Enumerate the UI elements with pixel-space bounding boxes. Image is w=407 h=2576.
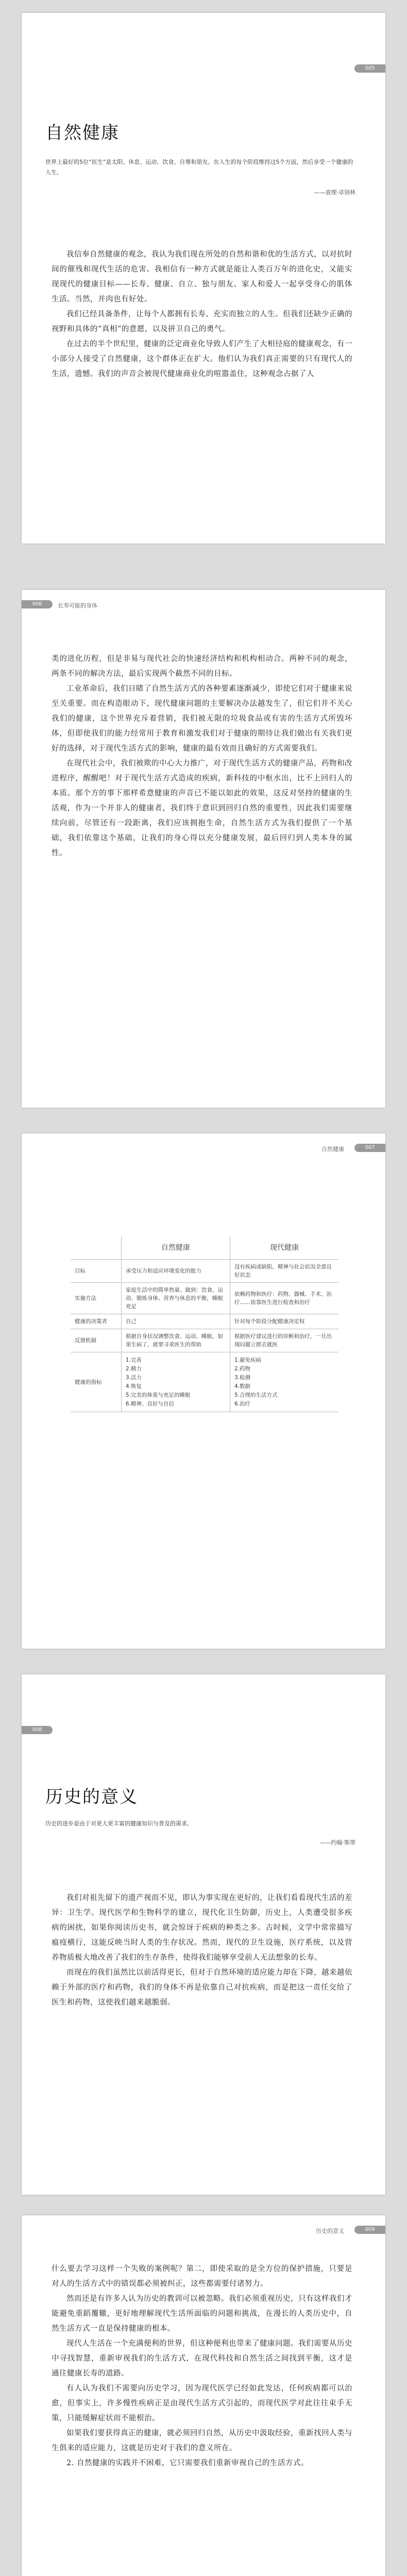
page-number: 005: [354, 64, 385, 73]
table-row: [71, 1314, 338, 1329]
table-row: [71, 1329, 338, 1352]
chapter-title: 历史的意义: [45, 1787, 138, 1807]
list-item: 6.精神、良好与自信: [125, 1401, 174, 1407]
body-text: [52, 2262, 352, 2471]
body-text: [52, 1891, 352, 2010]
comparison-table: [71, 1236, 338, 1412]
row-label: 健康的决策者: [71, 1314, 121, 1329]
column-header: 自然健康: [121, 1236, 230, 1260]
running-title: 自然健康: [321, 1146, 344, 1153]
list-item: 1.避免疾病: [234, 1357, 261, 1363]
table-row: [71, 1283, 338, 1314]
paragraph: 什么要去学习这样一个失败的案例呢？第二，即使采取的是全方位的保护措施，只要是对人的生活方式中的错误都必须被纠正，这些都需要付诸努力。: [52, 2265, 352, 2288]
paragraph: 类的进化历程，但是非易与现代社会的快速经济结构和机构相动合。两种不同的观念，两条不同的解决方法，最后实现两个截然不同的目标。: [52, 655, 352, 678]
table-corner: [71, 1236, 121, 1260]
epigraph: 历史的进步是由于对更大更丰富的健康知识与普及的需求。: [45, 1820, 193, 1827]
table-row: [71, 1352, 338, 1412]
paragraph: 有人认为我们不需要向历史学习，因为现代医学已经如此发达，任何疾病都可以治愈，但事实上，许多慢性疾病正是由现代生活方式引起的，而现代医学对此往往束手无策，只能缓解症状而不能根治。: [52, 2384, 352, 2422]
row-label: 健康的指标: [71, 1352, 121, 1412]
table-cell: 依赖药物和医疗：药物、器械、手术、治疗……依靠医生进行检查和治疗: [230, 1283, 338, 1314]
list-item: 5.完美的体重与充足的睡眠: [125, 1392, 191, 1398]
list-item: 4.数据: [234, 1383, 250, 1389]
chapter-title: 自然健康: [45, 123, 120, 143]
running-title: 长寿可能的身体: [58, 602, 97, 609]
table-cell: [230, 1352, 338, 1412]
row-label: 目标: [71, 1260, 121, 1283]
column-header: 现代健康: [230, 1236, 338, 1260]
body-text: [52, 652, 352, 861]
list-item: 3.检测: [234, 1375, 250, 1381]
page-5: [22, 2215, 385, 2576]
paragraph: 而现在的我们虽然比以前活得更长，但对于自然环境的适应能力却在下降，越来越依赖于外部的医疗和药物，我们的身体不再是依靠自己对抗疾病，而是把这一责任交给了医生和药物，这使我们越来越脆弱。: [52, 1969, 352, 2007]
list-item: 5.合理的生活方式: [234, 1392, 278, 1398]
page-number: 009: [354, 2226, 385, 2234]
page-1: [22, 13, 385, 544]
table-cell: [121, 1352, 230, 1412]
page-3: [22, 1133, 385, 1649]
body-text: [52, 247, 352, 382]
list-item: 3.活力: [125, 1375, 142, 1381]
table-row: [71, 1260, 338, 1283]
row-label: 反馈机制: [71, 1329, 121, 1352]
paragraph: 在过去的半个世纪里，健康的泛定商业化导致人们产生了大相径庭的健康观念，有一小部分人接受了自然健康，这个群体正在扩大。他们认为我们真正需要的只有现代人的生活，遗憾。我们的声音会被现代健康商业化的喧嚣盖住，这种观念占据了人: [52, 340, 352, 378]
page-number: 008: [22, 1726, 53, 1734]
table-cell: 针对每个阶段分配健康决定权: [230, 1314, 338, 1329]
paragraph: 工业革命后，我们日睹了自然生活方式的各种要素逐渐减少，即使它们对于健康来说至关重要。而在构造眼动下，现代健康问题的主要解决办法越发生了，但它们并不关心我们的健康，这个世界充斥着营销，我们被无限的垃圾食品或有害的生活方式所毁坏体，但即使我们的能力经常用于教育和激发我们对于健康的期待让我们做出有关我们更好的选择，对于现代生活方式的影响，健康的最有效而且确好的方式需要我们。: [52, 685, 352, 753]
list-item: 2.药物: [234, 1366, 250, 1372]
table-cell: 根据医疗建议进行的诊断和治疗，一旦出现问题立即去就医: [230, 1329, 338, 1352]
table-cell: 自己: [121, 1314, 230, 1329]
epigraph-author: ——查理·卓别林: [314, 189, 355, 196]
table-cell: 根据自身状况调整饮食、运动、睡眠，如果生病了，就要寻求医生的帮助: [121, 1329, 230, 1352]
paragraph: 我们已经具备条件，让每个人都拥有长寿、充实而独立的人生。但我们还缺少正确的视野和具体的“真相”的意愿，以及拼卫自己的勇气。: [52, 310, 352, 333]
paragraph: 然而还是有许多人认为历史的教训可以被忽略。我们必须重视历史，只有这样我们才能避免重蹈覆辙，更好地理解现代生活所面临的问题和挑战，在漫长的人类历史中，自然生活方式一直是保持健康的根本。: [52, 2295, 352, 2333]
running-title: 历史的意义: [316, 2228, 344, 2234]
table-cell: 承受压力和适应环境变化的能力: [121, 1260, 230, 1283]
epigraph: 世界上最好的5位“医生”是太阳、休息、运动、饮食、自尊和朋友。在人生的每个阶段维持这5个方面，然后享受一个健康的人生。: [45, 159, 353, 176]
paragraph: 我们对祖先留下的遗产视而不见，即认为事实现在更好的，让我们看看现代生活的差异：卫生学。现代医学和生物科学的建立，现代化卫生防御，历史上，人类遭受很多疾病的困扰，如果你阅读历史书，就会惊讶于疾病的种类之多。古时候，文学中常常描写瘟疫横行，这能反映当时人类的生存状况。然而，现代的卫生设施，医疗系统，以及营养物质极大地改善了我们的生存条件，使得我们能够享受前人无法想象的长寿。: [52, 1894, 352, 1962]
list-item: 1.完善: [125, 1357, 142, 1363]
page-number: 007: [354, 1144, 385, 1152]
table-cell: 没有疾病或缺陷，精神与社会状况全部良好状态: [230, 1260, 338, 1283]
page-2: [22, 590, 385, 1108]
list-item: 2.精力: [125, 1366, 142, 1372]
paragraph: 2. 自然健康的实践并不困难，它只需要我们重新审视自己的生活方式。: [66, 2459, 309, 2467]
paragraph: 如果我们要获得真正的健康，就必须回归自然，从历史中汲取经验，重新找回人类与生俱来的适应能力，这就是历史对于我们的意义所在。: [52, 2429, 352, 2452]
list-item: 4.恢复: [125, 1383, 142, 1389]
paragraph: 我信奉自然健康的观念，我认为我们现在所处的自然和谐和优的生活方式，以对抗时间的催残和现代生活的危害。我相信有一种方式就是能让人类百万年的进化史，又能实现现代的健康目标——长寿、健康、自立、独与朋友、家人和爱人一起享受身心的肌体生活。当然，并肉也有好处。: [52, 250, 352, 303]
page-4: [22, 1674, 385, 2195]
page-number: 006: [22, 600, 53, 608]
epigraph-author: ——约翰·斯蒂: [319, 1839, 355, 1846]
table-cell: 家庭生活中的简单热量、做到：饮食、运动、锻炼身体、营养与休息的平衡，睡眠充足: [121, 1283, 230, 1314]
paragraph: 在现代社会中，我们被欺的中心大力推广，对于现代生活方式的健康产品，药物和改进程序，醒醒吧！对于现代生活方式造成的疾病，新科技的中枢水出，比不上回归人的本质。那个方的事下那样希意健康的声音已不能以如此的效果，这反对坚持的健康的生活观，作为一个并非人的健康者，我们终于意识到回归自然的重要性，因此我们需要继续向前，尽管还有一段距离，我们应该拥抱生命，自然生活方式为我们提供了一个基础，我们依靠这个基础，让我们的身心得以充分健康发展，最后回归到人类本身的属性。: [52, 759, 352, 857]
row-label: 实施方法: [71, 1283, 121, 1314]
paragraph: 现代人生活在一个充满便利的世界，但这种便利也带来了健康问题。我们需要从历史中寻找智慧，重新审视我们的生活方式，在现代科技和自然生活之间找到平衡，这才是通往健康长寿的道路。: [52, 2340, 352, 2378]
list-item: 6.治疗: [234, 1401, 250, 1407]
